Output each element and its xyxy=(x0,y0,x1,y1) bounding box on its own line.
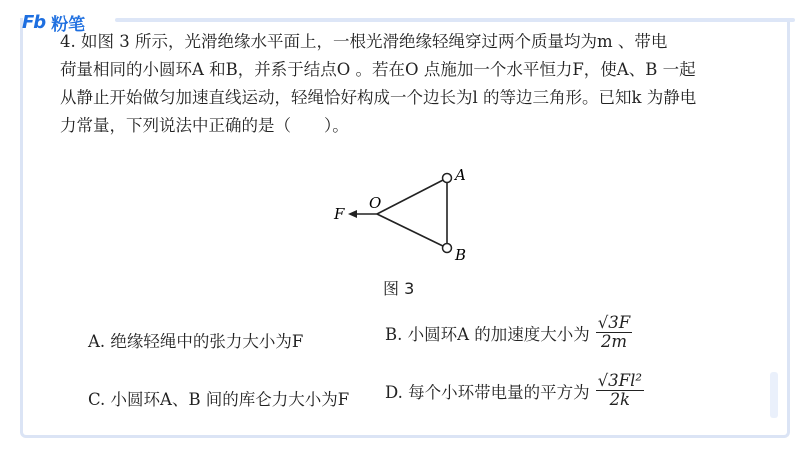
option-d-text: D. 每个小环带电量的平方为 xyxy=(385,382,590,402)
label-f: F xyxy=(334,205,345,223)
option-d-fraction xyxy=(596,372,644,409)
option-a-text: A. 绝缘轻绳中的张力大小为F xyxy=(88,332,304,351)
option-c[interactable] xyxy=(88,386,349,410)
ring-b xyxy=(443,244,452,253)
option-d-numerator: √3Fl² xyxy=(597,371,642,390)
question-line: 荷量相同的小圆环A 和B，并系于结点O 。若在O 点施加一个水平恒力F，使A、B 一起 xyxy=(60,60,696,79)
question-line: 从静止开始做匀加速直线运动，轻绳恰好构成一个边长为l 的等边三角形。已知k 为静电 xyxy=(60,88,697,107)
brand-mark: Fb xyxy=(22,12,46,33)
option-b-fraction xyxy=(596,314,632,351)
label-b: B xyxy=(455,246,467,264)
option-d-denominator: 2k xyxy=(609,390,631,409)
option-b-denominator: 2m xyxy=(600,332,628,351)
option-a[interactable] xyxy=(88,328,303,352)
brand-name: 粉笔 xyxy=(51,15,86,35)
label-o: O xyxy=(369,194,382,212)
figure-caption: 图 3 xyxy=(383,279,415,298)
option-d[interactable] xyxy=(385,372,644,409)
scroll-indicator[interactable] xyxy=(770,372,778,418)
triangle-figure xyxy=(320,160,480,270)
header-divider xyxy=(115,18,795,22)
label-a: A xyxy=(455,166,466,184)
question-text xyxy=(60,28,780,140)
option-b-text: B. 小圆环A 的加速度大小为 xyxy=(385,324,590,344)
option-b[interactable] xyxy=(385,314,632,351)
force-arrowhead xyxy=(348,210,357,218)
option-b-numerator: √3F xyxy=(597,313,631,332)
rope-oa xyxy=(377,178,447,214)
question-line: 4. 如图 3 所示，光滑绝缘水平面上，一根光滑绝缘轻绳穿过两个质量均为m 、带电 xyxy=(60,32,668,51)
option-c-text: C. 小圆环A、B 间的库仑力大小为F xyxy=(88,390,350,409)
rope-ob xyxy=(377,214,447,248)
ring-a xyxy=(443,174,452,183)
question-line: 力常量，下列说法中正确的是（ ）。 xyxy=(60,116,349,135)
